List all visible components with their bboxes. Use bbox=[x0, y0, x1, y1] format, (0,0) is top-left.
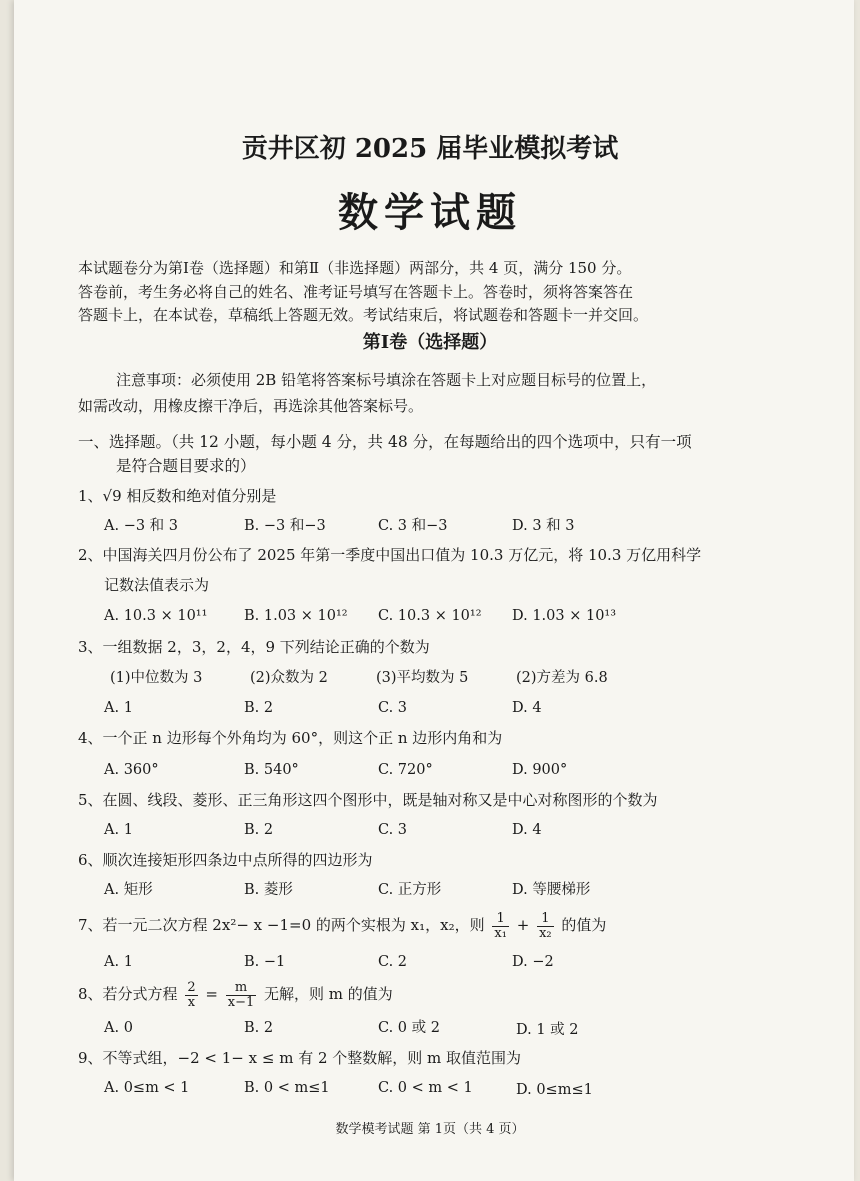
option-b: B. −1 bbox=[244, 954, 286, 970]
conclusion-3: (3)平均数为 5 bbox=[376, 670, 469, 686]
option-d: D. 等腰梯形 bbox=[512, 882, 591, 898]
option-d: D. 0≤m≤1 bbox=[516, 1082, 593, 1098]
intro-line: 本试题卷分为第Ⅰ卷（选择题）和第Ⅱ（非选择题）两部分，共 4 页，满分 150 分。 bbox=[78, 259, 632, 277]
intro-line: 答卷前，考生务必将自己的姓名、准考证号填写在答题卡上。答卷时，须将答案答在 bbox=[78, 283, 634, 301]
conclusion-1: (1)中位数为 3 bbox=[110, 670, 203, 686]
question-7-text-b: 的值为 bbox=[561, 916, 607, 934]
fraction-denominator: x₂ bbox=[539, 925, 552, 941]
fraction-denominator: x₁ bbox=[494, 925, 507, 941]
option-b: B. 2 bbox=[244, 822, 274, 838]
fraction bbox=[226, 981, 257, 1010]
question-3-stem: 3、一组数据 2，3，2，4，9 下列结论正确的个数为 bbox=[78, 638, 430, 656]
question-8-text-b: 无解，则 m 的值为 bbox=[264, 985, 393, 1003]
part-heading: 一、选择题。（共 12 小题，每小题 4 分，共 48 分，在每题给出的四个选项中，只有一项 bbox=[78, 433, 692, 451]
question-6-stem: 6、顺次连接矩形四条边中点所得的四边形为 bbox=[78, 851, 373, 869]
conclusion-2: (2)众数为 2 bbox=[250, 670, 328, 686]
option-c: C. 2 bbox=[378, 954, 408, 970]
conclusion-4: (2)方差为 6.8 bbox=[516, 670, 608, 686]
fraction bbox=[537, 912, 554, 941]
notice-line: 注意事项：必须使用 2B 铅笔将答案标号填涂在答题卡上对应题目标号的位置上， bbox=[116, 371, 657, 389]
option-c: C. 720° bbox=[378, 762, 433, 778]
exam-title: 贡井区初 2025 届毕业模拟考试 bbox=[241, 134, 619, 164]
option-b: B. 540° bbox=[244, 762, 299, 778]
question-4-stem: 4、一个正 n 边形每个外角均为 60°，则这个正 n 边形内角和为 bbox=[78, 729, 503, 747]
option-a: A. 1 bbox=[104, 700, 133, 716]
fraction-numerator: 1 bbox=[537, 912, 554, 927]
option-d: D. 1.03 × 10¹³ bbox=[512, 608, 617, 624]
subject-title: 数学试题 bbox=[338, 189, 522, 236]
option-b: B. 2 bbox=[244, 1020, 274, 1036]
question-2-stem: 2、中国海关四月份公布了 2025 年第一季度中国出口值为 10.3 万亿元，将 10.3 万亿用科学 bbox=[78, 546, 702, 564]
fraction-numerator: 2 bbox=[187, 979, 196, 995]
section-title: 第Ⅰ卷（选择题） bbox=[362, 332, 498, 353]
fraction-numerator: m bbox=[226, 981, 257, 996]
question-2-stem-cont: 记数法值表示为 bbox=[104, 576, 210, 594]
option-d: D. 1 或 2 bbox=[516, 1022, 579, 1038]
option-a: A. 360° bbox=[104, 762, 159, 778]
part-heading: 是符合题目要求的） bbox=[116, 457, 256, 475]
option-b: B. 0 < m≤1 bbox=[244, 1080, 330, 1096]
option-a: A. 10.3 × 10¹¹ bbox=[104, 608, 208, 624]
fraction bbox=[492, 912, 509, 941]
option-c: C. 3 bbox=[378, 700, 408, 716]
question-8-text-a: 8、若分式方程 bbox=[78, 985, 178, 1003]
option-d: D. −2 bbox=[512, 954, 554, 970]
option-b: B. 菱形 bbox=[244, 882, 293, 898]
question-5-stem: 5、在圆、线段、菱形、正三角形这四个图形中，既是轴对称又是中心对称图形的个数为 bbox=[78, 791, 658, 809]
page-footer: 数学模考试题 第 1页（共 4 页） bbox=[335, 1122, 525, 1137]
option-d: D. 4 bbox=[512, 700, 542, 716]
option-d: D. 900° bbox=[512, 762, 568, 778]
option-a: A. 0 bbox=[104, 1020, 133, 1036]
option-c: C. 10.3 × 10¹² bbox=[378, 608, 482, 624]
fraction-denominator: x bbox=[187, 994, 196, 1010]
notice-line: 如需改动，用橡皮擦干净后，再选涂其他答案标号。 bbox=[78, 397, 424, 415]
option-d: D. 3 和 3 bbox=[512, 518, 575, 534]
option-a: A. −3 和 3 bbox=[104, 518, 179, 534]
fraction-denominator: x−1 bbox=[227, 994, 255, 1010]
question-9-stem: 9、不等式组，−2 < 1− x ≤ m 有 2 个整数解，则 m 取值范围为 bbox=[78, 1049, 522, 1067]
option-a: A. 1 bbox=[104, 822, 133, 838]
option-a: A. 0≤m < 1 bbox=[104, 1080, 190, 1096]
option-c: C. 0 或 2 bbox=[378, 1020, 440, 1036]
option-c: C. 3 bbox=[378, 822, 408, 838]
option-c: C. 0 < m < 1 bbox=[378, 1080, 473, 1096]
equals-sign: = bbox=[205, 985, 218, 1003]
option-b: B. 1.03 × 10¹² bbox=[244, 608, 348, 624]
option-b: B. 2 bbox=[244, 700, 274, 716]
option-d: D. 4 bbox=[512, 822, 542, 838]
option-c: C. 3 和−3 bbox=[378, 518, 448, 534]
option-a: A. 矩形 bbox=[104, 882, 153, 898]
option-c: C. 正方形 bbox=[378, 882, 442, 898]
intro-line: 答题卡上，在本试卷，草稿纸上答题无效。考试结束后，将试题卷和答题卡一并交回。 bbox=[78, 306, 649, 324]
fraction bbox=[185, 981, 197, 1010]
fraction-numerator: 1 bbox=[492, 912, 509, 927]
option-b: B. −3 和−3 bbox=[244, 518, 326, 534]
question-7-text-a: 7、若一元二次方程 2x²− x −1=0 的两个实根为 x₁，x₂，则 bbox=[78, 916, 485, 934]
plus-sign: + bbox=[516, 916, 530, 934]
question-7-stem bbox=[78, 905, 606, 945]
question-1-stem: 1、√9 相反数和绝对值分别是 bbox=[78, 487, 277, 505]
option-a: A. 1 bbox=[104, 954, 133, 970]
question-8-stem bbox=[78, 974, 393, 1014]
